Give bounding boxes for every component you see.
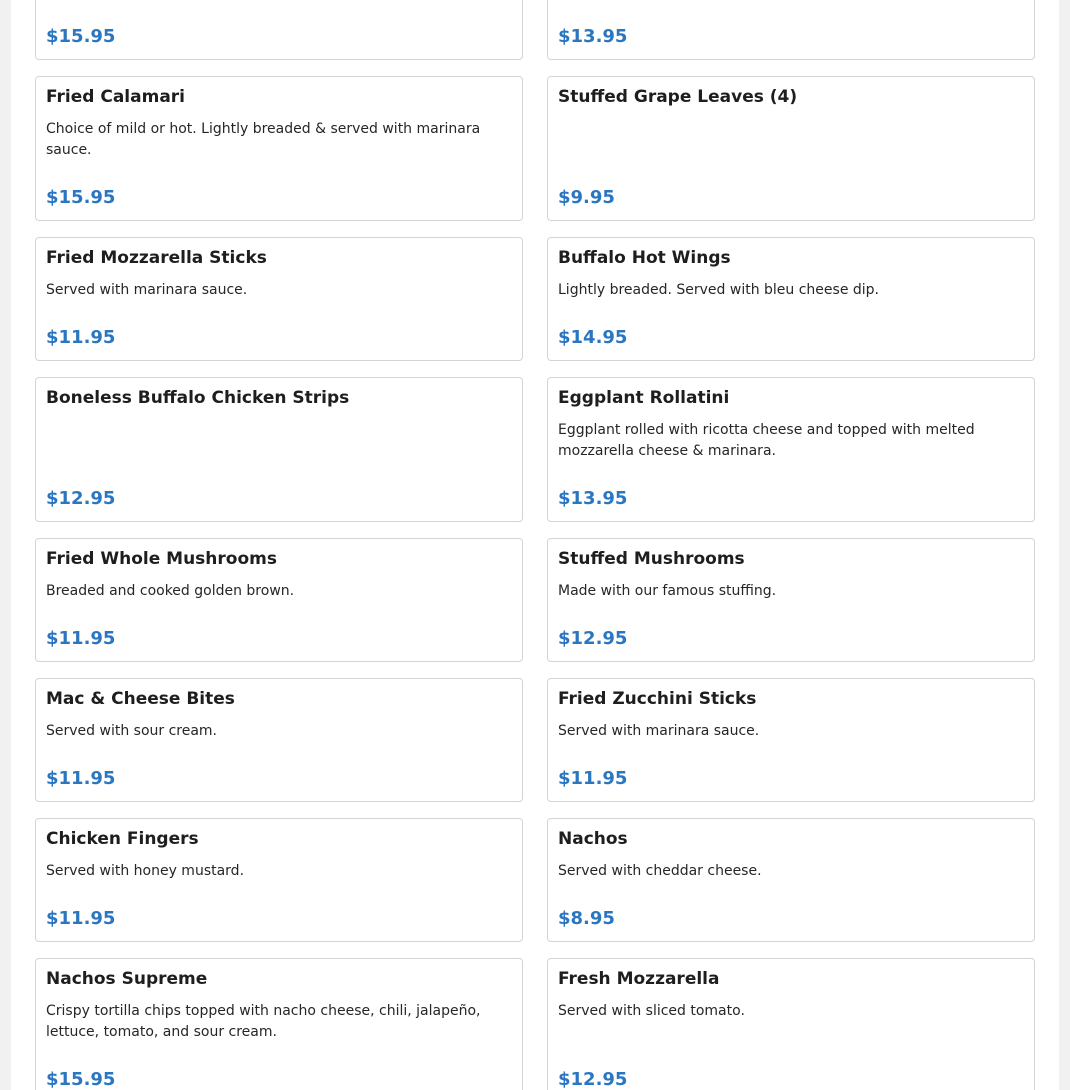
menu-item-card[interactable] (547, 377, 1035, 522)
menu-item-description: Made with our famous stuffing. (558, 583, 777, 599)
menu-item-name: Buffalo Hot Wings (558, 248, 731, 268)
menu-item-description (558, 119, 1024, 188)
menu-item-price: $15.95 (46, 1069, 116, 1090)
menu-item-price: $11.95 (46, 768, 116, 789)
menu-item-description (558, 0, 1024, 27)
menu-item-price: $11.95 (46, 327, 116, 348)
menu-item-description: Served with marinara sauce. (46, 282, 248, 298)
menu-item-name: Fried Mozzarella Sticks (46, 248, 267, 268)
menu-item-price: $8.95 (558, 908, 615, 929)
menu-item-card[interactable] (547, 538, 1035, 662)
menu-item-name: Fresh Mozzarella (558, 969, 720, 989)
menu-item-name: Fried Calamari (46, 87, 185, 107)
menu-item-price: $12.95 (558, 628, 628, 649)
menu-page (11, 0, 1059, 1090)
menu-item-name: Eggplant Rollatini (558, 388, 730, 408)
menu-item-price: $11.95 (558, 768, 628, 789)
menu-item-card[interactable] (547, 237, 1035, 361)
menu-item-price: $13.95 (558, 26, 628, 47)
menu-item-card[interactable] (35, 76, 523, 221)
menu-item-price: $15.95 (46, 26, 116, 47)
menu-item-description (46, 0, 512, 27)
menu-item-description: Choice of mild or hot. Lightly breaded & served with marinara sauce. (46, 121, 481, 158)
menu-item-price: $15.95 (46, 187, 116, 208)
menu-item-description: Served with cheddar cheese. (558, 863, 762, 879)
menu-item-description: Served with marinara sauce. (558, 723, 760, 739)
menu-item-card[interactable] (35, 377, 523, 522)
menu-item-price: $12.95 (46, 488, 116, 509)
menu-item-description: Served with honey mustard. (46, 863, 245, 879)
menu-item-card[interactable] (35, 958, 523, 1090)
menu-item-name: Nachos (558, 829, 628, 849)
menu-item-price: $14.95 (558, 327, 628, 348)
menu-item-price: $12.95 (558, 1069, 628, 1090)
menu-item-description: Crispy tortilla chips topped with nacho cheese, chili, jalapeño, lettuce, tomato, and sour cream. (46, 1003, 481, 1040)
menu-item-name: Stuffed Mushrooms (558, 549, 745, 569)
menu-item-description: Lightly breaded. Served with bleu cheese dip. (558, 282, 880, 298)
menu-item-card[interactable] (547, 958, 1035, 1090)
menu-item-description (46, 420, 512, 489)
menu-item-description: Breaded and cooked golden brown. (46, 583, 295, 599)
menu-item-description: Served with sliced tomato. (558, 1003, 745, 1019)
menu-item-card[interactable] (547, 678, 1035, 802)
menu-item-price: $11.95 (46, 628, 116, 649)
menu-item-name: Boneless Buffalo Chicken Strips (46, 388, 350, 408)
menu-item-card[interactable] (547, 818, 1035, 942)
menu-item-name: Mac & Cheese Bites (46, 689, 235, 709)
menu-item-name: Fried Whole Mushrooms (46, 549, 277, 569)
menu-item-name: Nachos Supreme (46, 969, 208, 989)
menu-item-price: $13.95 (558, 488, 628, 509)
menu-item-name: Stuffed Grape Leaves (4) (558, 87, 798, 107)
menu-item-price: $11.95 (46, 908, 116, 929)
menu-item-name: Fried Zucchini Sticks (558, 689, 757, 709)
menu-item-card[interactable] (35, 0, 523, 60)
menu-item-card[interactable] (547, 0, 1035, 60)
menu-item-card[interactable] (35, 678, 523, 802)
menu-item-card[interactable] (547, 76, 1035, 221)
menu-item-name: Chicken Fingers (46, 829, 199, 849)
menu-item-price: $9.95 (558, 187, 615, 208)
menu-item-card[interactable] (35, 237, 523, 361)
menu-item-card[interactable] (35, 538, 523, 662)
menu-item-description: Eggplant rolled with ricotta cheese and topped with melted mozzarella cheese & marinara. (558, 422, 975, 459)
menu-item-description: Served with sour cream. (46, 723, 218, 739)
menu-item-card[interactable] (35, 818, 523, 942)
menu-grid (35, 0, 1034, 1090)
